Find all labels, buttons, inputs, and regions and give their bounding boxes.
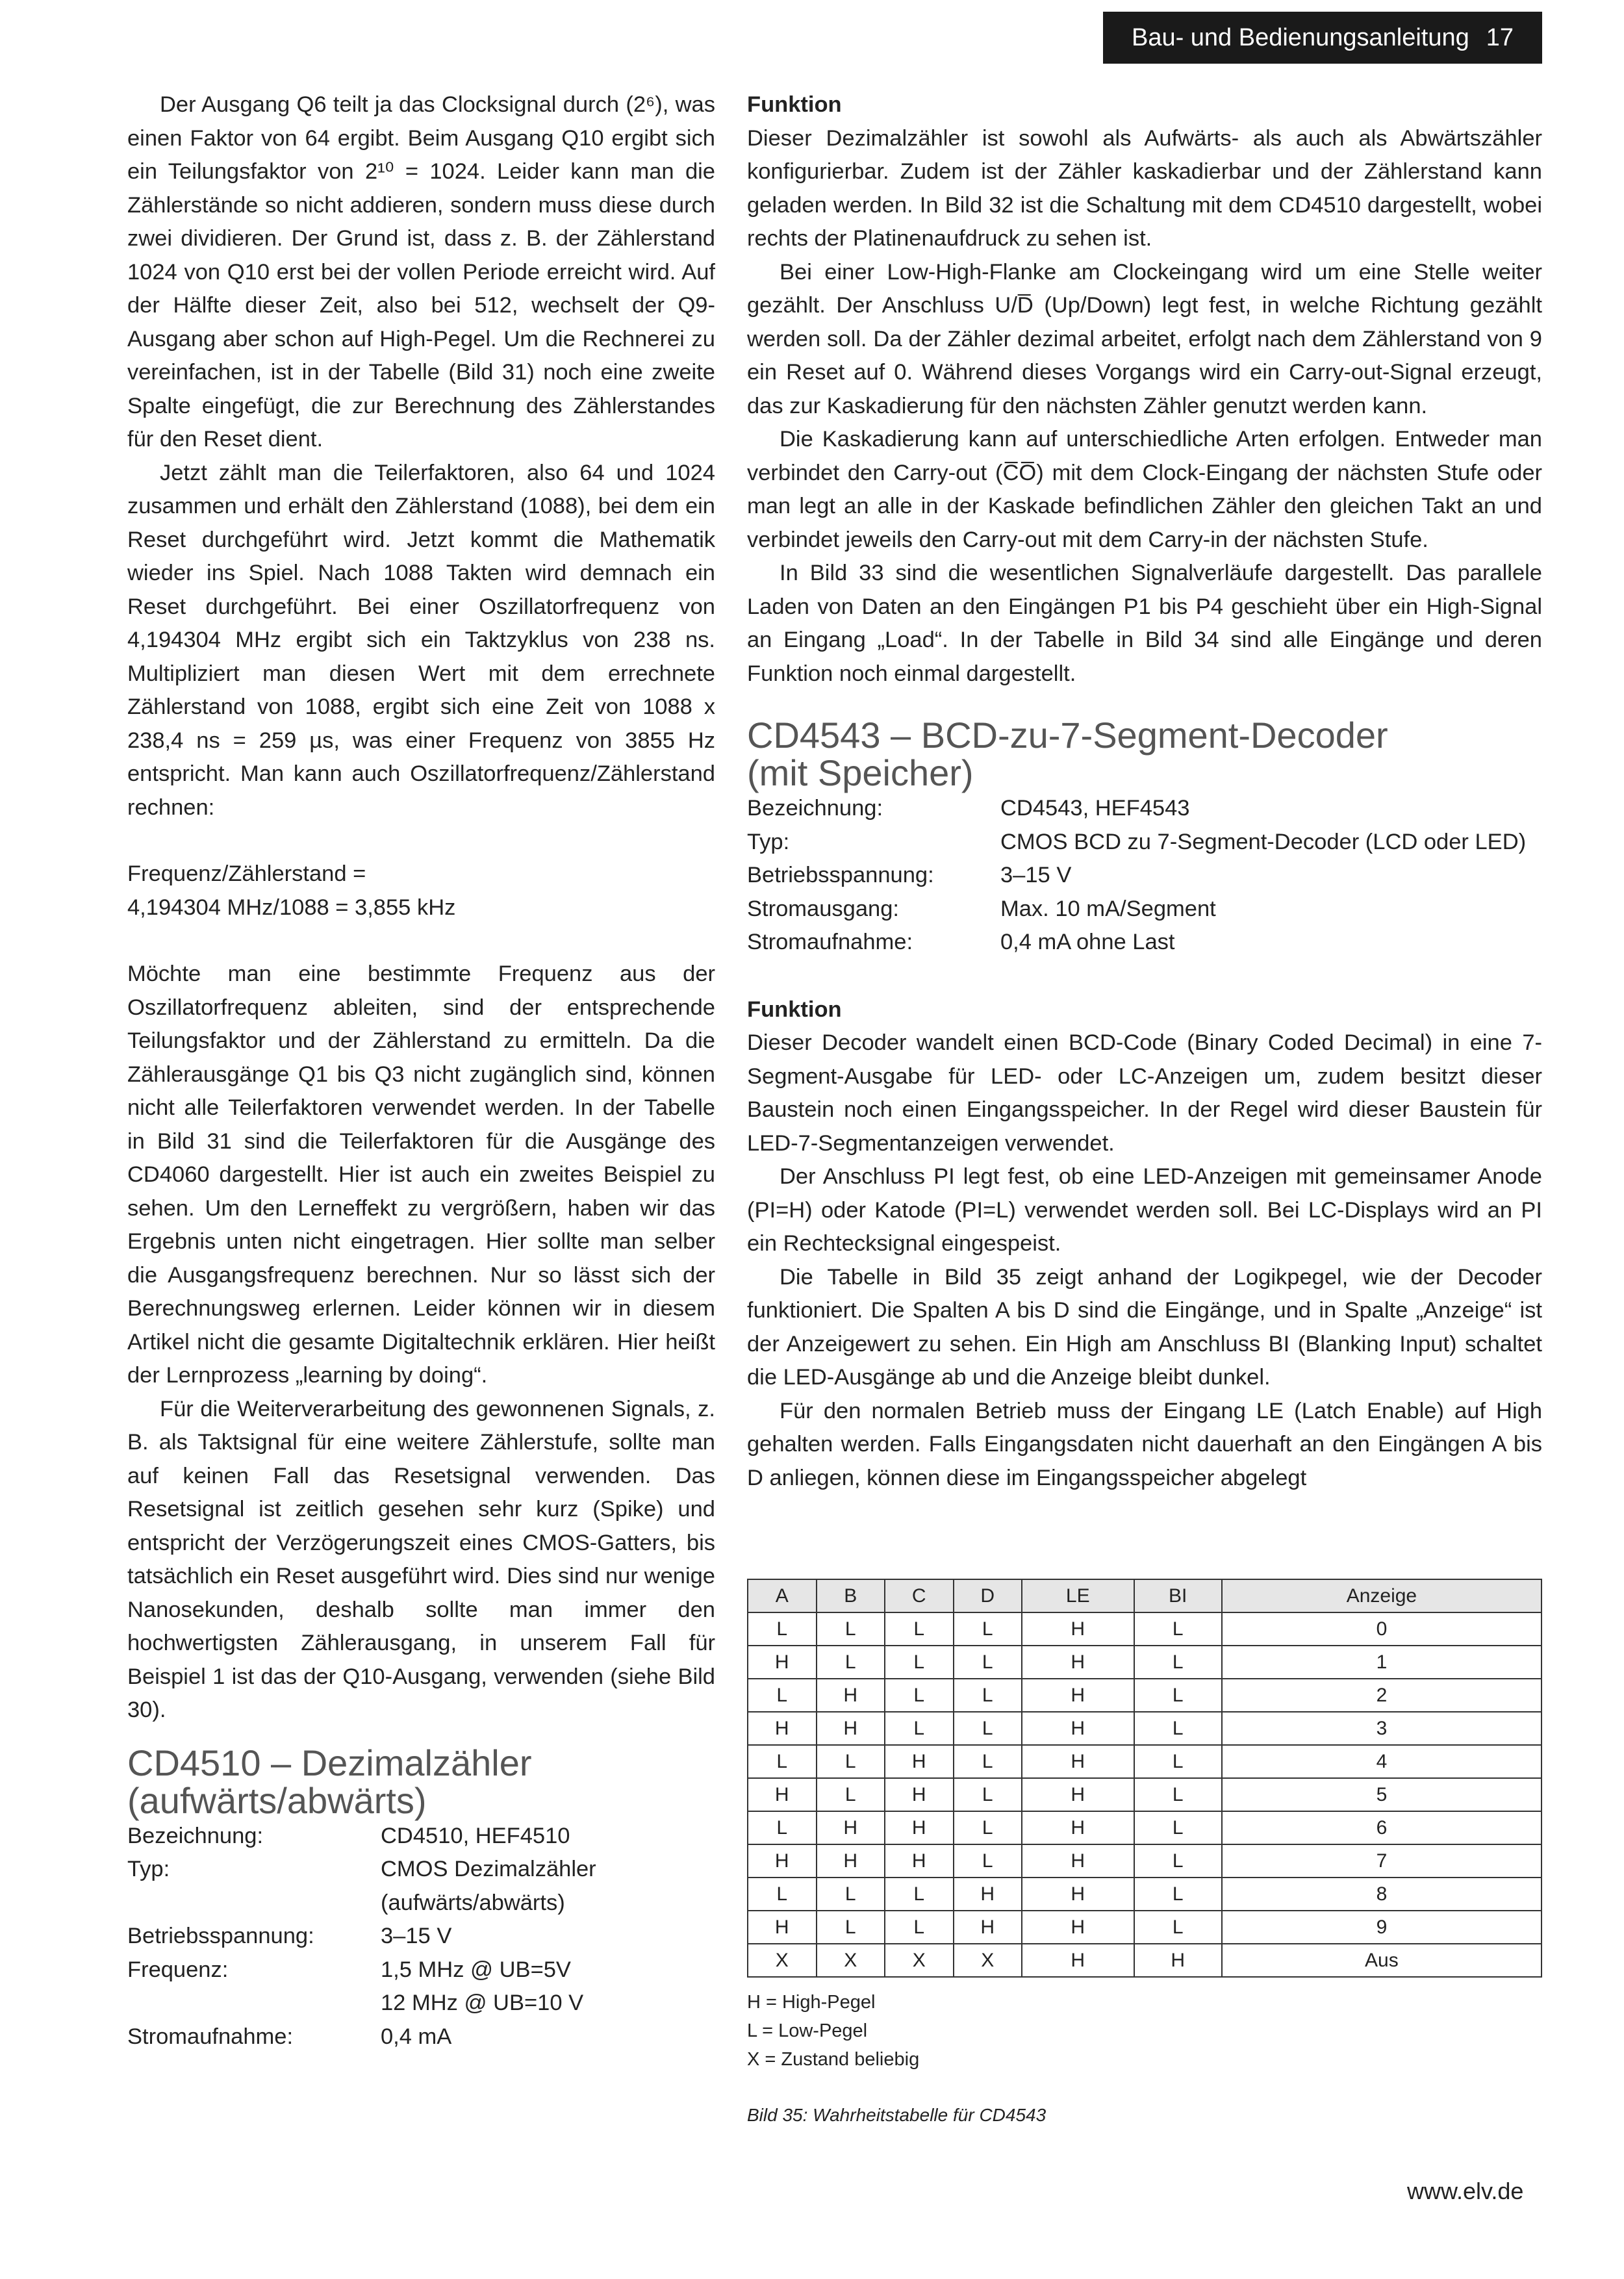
spec-key: Bezeichnung: [747, 796, 883, 821]
table-cell: H [1022, 1878, 1134, 1911]
spec-value: 3–15 V [381, 1924, 452, 1948]
table-cell: 2 [1222, 1679, 1542, 1712]
table-cell: X [817, 1944, 885, 1977]
table-cell: H [748, 1844, 817, 1878]
table-cell: L [885, 1679, 954, 1712]
paragraph: In Bild 33 sind die wesentlichen Signalverläufe dargestellt. Das parallele Laden von Daten an den Eingängen P1 bis P4 geschieht über ein High-Signal an Eingang „Load“. In der Tabelle in Bild 34 sind alle Eingänge und deren Funktion noch einmal dargestellt. [747, 561, 1542, 686]
table-row [748, 1944, 1542, 1977]
spec-row [127, 1954, 715, 2020]
table-cell: L [954, 1745, 1022, 1778]
table-cell: H [1022, 1646, 1134, 1679]
table-row [748, 1811, 1542, 1844]
column-header: B [817, 1579, 885, 1612]
table-cell: H [885, 1745, 954, 1778]
table-cell: 9 [1222, 1911, 1542, 1944]
table-cell: H [1022, 1679, 1134, 1712]
table-body [748, 1612, 1542, 1977]
table-cell: H [1022, 1811, 1134, 1844]
section-title: CD4510 – Dezimalzähler [127, 1742, 532, 1783]
table-cell: 8 [1222, 1878, 1542, 1911]
table-cell: H [1022, 1612, 1134, 1646]
spec-row [127, 1853, 715, 1920]
paragraph: Bei einer Low-High-Flanke am Clockeingang wird um eine Stelle weiter gezählt. Der Anschluss U/D̅ (Up/Down) legt fest, in welche Richtung gezählt werden soll. Da der Zähler dezimal arbeitet, erfolgt nach dem Zählerstand von 9 ein Reset auf 0. Während dieses Vorgangs wird ein Carry-out-Signal erzeugt, das zur Kaskadierung für den nächsten Zähler genutzt werden kann. [747, 259, 1542, 418]
table-cell: H [1022, 1745, 1134, 1778]
table-cell: L [748, 1745, 817, 1778]
table-cell: L [1134, 1745, 1222, 1778]
table-cell: H [817, 1811, 885, 1844]
column-header: BI [1134, 1579, 1222, 1612]
spec-row [747, 792, 1542, 826]
table-cell: L [1134, 1878, 1222, 1911]
truth-table [747, 1579, 1542, 1978]
column-header: Anzeige [1222, 1579, 1542, 1612]
table-cell: H [885, 1811, 954, 1844]
table-cell: H [817, 1712, 885, 1745]
section-title: CD4543 – BCD-zu-7-Segment-Decoder [747, 715, 1388, 756]
table-cell: L [1134, 1778, 1222, 1811]
spec-row [747, 926, 1542, 960]
table-row [748, 1679, 1542, 1712]
spec-row [127, 1920, 715, 1954]
table-cell: 5 [1222, 1778, 1542, 1811]
spec-value: 3–15 V [1000, 863, 1072, 887]
table-cell: L [817, 1911, 885, 1944]
table-cell: L [817, 1612, 885, 1646]
spec-row [747, 826, 1542, 859]
table-cell: L [1134, 1646, 1222, 1679]
formula-line: 4,194304 MHz/1088 = 3,855 kHz [127, 895, 456, 920]
table-cell: H [885, 1778, 954, 1811]
table-cell: L [1134, 1811, 1222, 1844]
table-cell: H [1022, 1712, 1134, 1745]
table-cell: L [1134, 1679, 1222, 1712]
paragraph: Für die Weiterverarbeitung des gewonnenen Signals, z. B. als Taktsignal für eine weitere Zählerstufe, sollte man auf keinen Fall das Resetsignal verwenden. Das Resetsignal ist zeitlich gesehen sehr kurz (Spike) und entspricht der Verzögerungszeit eines CMOS-Gatters, bis tatsächlich ein Reset ausgeführt wird. Dies sind nur wenige Nanosekunden, deshalb sollte man immer den hochwertigsten Zählerausgang, in unserem Fall für Beispiel 1 ist das der Q10-Ausgang, verwenden (siehe Bild 30). [127, 1396, 715, 1722]
spec-row [127, 1820, 715, 1853]
table-cell: H [817, 1679, 885, 1712]
table-cell: L [885, 1612, 954, 1646]
website-url: www.elv.de [1407, 2178, 1524, 2204]
table-cell: L [885, 1646, 954, 1679]
table-cell: Aus [1222, 1944, 1542, 1977]
table-cell: H [954, 1911, 1022, 1944]
table-cell: X [885, 1944, 954, 1977]
right-column [747, 88, 1542, 1495]
subheading: Funktion [747, 92, 842, 117]
table-cell: 1 [1222, 1646, 1542, 1679]
table-cell: 7 [1222, 1844, 1542, 1878]
column-header: LE [1022, 1579, 1134, 1612]
table-cell: H [885, 1844, 954, 1878]
paragraph: Die Tabelle in Bild 35 zeigt anhand der Logikpegel, wie der Decoder funktioniert. Die Spalten A bis D sind die Eingänge, und in Spalte „Anzeige“ ist der Anzeigewert zu sehen. Ein High am Anschluss BI (Blanking Input) schaltet die LED-Ausgänge ab und die Anzeige bleibt dunkel. [747, 1264, 1542, 1390]
table-cell: H [748, 1911, 817, 1944]
paragraph: Für den normalen Betrieb muss der Eingang LE (Latch Enable) auf High gehalten werden. Falls Eingangsdaten nicht dauerhaft an den Eingängen A bis D anliegen, können diese im Eingangsspeicher abgelegt [747, 1398, 1542, 1490]
spec-key: Stromaufnahme: [747, 930, 913, 954]
figure-caption: Bild 35: Wahrheitstabelle für CD4543 [747, 2105, 1047, 2125]
table-cell: L [748, 1878, 817, 1911]
table-cell: L [817, 1878, 885, 1911]
spec-key: Bezeichnung: [127, 1823, 264, 1848]
table-row [748, 1745, 1542, 1778]
spec-value [381, 1853, 715, 1920]
table-cell: L [885, 1712, 954, 1745]
table-cell: L [954, 1811, 1022, 1844]
column-header: C [885, 1579, 954, 1612]
table-cell: L [817, 1778, 885, 1811]
spec-key: Stromaufnahme: [127, 2024, 294, 2049]
spec-key: Stromausgang: [747, 896, 899, 921]
legend-item: L = Low-Pegel [747, 2020, 868, 2041]
table-cell: L [954, 1712, 1022, 1745]
table-cell: H [817, 1844, 885, 1878]
table-cell: L [1134, 1911, 1222, 1944]
table-cell: H [748, 1712, 817, 1745]
spec-row [747, 859, 1542, 893]
spec-key: Typ: [127, 1857, 170, 1881]
page-number: 17 [1486, 23, 1514, 51]
table-cell: H [1022, 1778, 1134, 1811]
header-title: Bau- und Bedienungsanleitung [1131, 23, 1469, 51]
header-bar [1103, 12, 1542, 64]
table-cell: X [748, 1944, 817, 1977]
section-subtitle: (mit Speicher) [747, 752, 974, 793]
table-row [748, 1911, 1542, 1944]
spec-key: Betriebsspannung: [127, 1924, 314, 1948]
spec-value: 0,4 mA ohne Last [1000, 930, 1175, 954]
table-cell: H [1022, 1944, 1134, 1977]
table-row [748, 1712, 1542, 1745]
paragraph: Der Ausgang Q6 teilt ja das Clocksignal durch (2⁶), was einen Faktor von 64 ergibt. Beim Ausgang Q10 ergibt sich ein Teilungsfaktor von 2¹⁰ = 1024. Leider kann man die Zählerstände so nicht addieren, sondern muss diese durch zwei dividieren. Der Grund ist, dass z. B. der Zählerstand 1024 von Q10 erst bei der vollen Periode erreicht wird. Auf der Hälfte dieser Zeit, also bei 512, wechselt der Q9-Ausgang aber schon auf High-Pegel. Um die Rechnerei zu vereinfachen, ist in der Tabelle (Bild 31) noch eine zweite Spalte eingefügt, die zur Berechnung des Zählerstandes für den Reset dient. [127, 92, 715, 452]
table-cell: 0 [1222, 1612, 1542, 1646]
table-cell: X [954, 1944, 1022, 1977]
spec-row [127, 2020, 715, 2054]
table-cell: H [1022, 1844, 1134, 1878]
table-cell: L [954, 1679, 1022, 1712]
spec-value-line: 12 MHz @ UB=10 V [381, 1991, 584, 2015]
table-cell: H [1022, 1911, 1134, 1944]
table-cell: H [748, 1778, 817, 1811]
spec-value-line: 1,5 MHz @ UB=5V [381, 1957, 571, 1982]
table-cell: L [954, 1646, 1022, 1679]
table-cell: L [817, 1745, 885, 1778]
spec-row [747, 893, 1542, 926]
spec-value [381, 1954, 715, 2020]
paragraph: Dieser Decoder wandelt einen BCD-Code (Binary Coded Decimal) in eine 7-Segment-Ausgabe für LED- oder LC-Anzeigen um, zudem besitzt dieser Baustein noch einen Eingangsspeicher. In der Regel wird dieser Baustein für LED-7-Segmentanzeigen verwendet. [747, 1030, 1542, 1156]
table-cell: H [954, 1878, 1022, 1911]
table-row [748, 1878, 1542, 1911]
legend-item: X = Zustand beliebig [747, 2049, 920, 2070]
spec-value: 0,4 mA [381, 2024, 452, 2049]
paragraph: Jetzt zählt man die Teilerfaktoren, also 64 und 1024 zusammen und erhält den Zählerstand (1088), bei dem ein Reset durchgeführt wird. Jetzt kommt die Mathematik wieder ins Spiel. Nach 1088 Takten wird demnach ein Reset durchgeführt. Bei einer Oszillatorfrequenz von 4,194304 MHz ergibt sich ein Taktzyklus von 238 ns. Multipliziert man diesen Wert mit dem errechnete Zählerstand von 1088, ergibt sich eine Zeit von 1088 x 238,4 ns = 259 µs, was einer Frequenz von 3855 Hz entspricht. Man kann auch Oszillatorfrequenz/Zählerstand rechnen: [127, 460, 715, 820]
paragraph: Dieser Dezimalzähler ist sowohl als Aufwärts- als auch als Abwärtszähler konfigurierbar. Zudem ist der Zähler kaskadierbar und der Zählerstand kann geladen werden. In Bild 32 ist die Schaltung mit dem CD4510 dargestellt, wobei rechts der Platinenaufdruck zu sehen ist. [747, 125, 1542, 251]
spec-value-line: (aufwärts/abwärts) [381, 1890, 565, 1915]
table-cell: L [748, 1679, 817, 1712]
table-row [748, 1646, 1542, 1679]
table-cell: 4 [1222, 1745, 1542, 1778]
spec-value: Max. 10 mA/Segment [1000, 896, 1216, 921]
table-cell: 3 [1222, 1712, 1542, 1745]
section-subtitle: (aufwärts/abwärts) [127, 1779, 427, 1821]
paragraph: Die Kaskadierung kann auf unterschiedliche Arten erfolgen. Entweder man verbindet den Carry-out (C̅O̅) mit dem Clock-Eingang der nächsten Stufe oder man legt an alle in der Kaskade befindlichen Zähler den gleichen Takt an und verbindet jeweils den Carry-out mit dem Carry-in der nächsten Stufe. [747, 427, 1542, 552]
subheading: Funktion [747, 997, 842, 1022]
table-cell: L [1134, 1712, 1222, 1745]
table-cell: L [748, 1612, 817, 1646]
spec-key: Betriebsspannung: [747, 863, 934, 887]
paragraph: Der Anschluss PI legt fest, ob eine LED-Anzeigen mit gemeinsamer Anode (PI=H) oder Katode (PI=L) verwendet werden soll. Bei LC-Displays wird an PI ein Rechtecksignal eingespeist. [747, 1164, 1542, 1256]
column-header: D [954, 1579, 1022, 1612]
table-row [748, 1778, 1542, 1811]
formula-line: Frequenz/Zählerstand = [127, 861, 366, 886]
column-header: A [748, 1579, 817, 1612]
legend [747, 1988, 919, 2074]
table-cell: 6 [1222, 1811, 1542, 1844]
table-row [748, 1844, 1542, 1878]
spec-value: CMOS BCD zu 7-Segment-Decoder (LCD oder LED) [1000, 829, 1527, 854]
table-cell: L [885, 1911, 954, 1944]
spec-key: Typ: [747, 829, 790, 854]
legend-item: H = High-Pegel [747, 1992, 876, 2013]
spec-value: CD4510, HEF4510 [381, 1823, 570, 1848]
table-cell: H [1134, 1944, 1222, 1977]
spec-value: CD4543, HEF4543 [1000, 796, 1190, 821]
table-cell: L [954, 1612, 1022, 1646]
spec-key: Frequenz: [127, 1957, 229, 1982]
table-cell: L [885, 1878, 954, 1911]
table-cell: L [954, 1844, 1022, 1878]
left-column [127, 88, 715, 2054]
table-cell: L [748, 1811, 817, 1844]
table-cell: L [1134, 1844, 1222, 1878]
table-cell: L [954, 1778, 1022, 1811]
table-cell: L [1134, 1612, 1222, 1646]
table-cell: H [748, 1646, 817, 1679]
paragraph: Möchte man eine bestimmte Frequenz aus der Oszillatorfrequenz ableiten, sind der entsprechende Teilungsfaktor und der Zählerstand zu ermitteln. Da die Zählerausgänge Q1 bis Q3 nicht zugänglich sind, können nicht alle Teilerfaktoren verwendet werden. In der Tabelle in Bild 31 sind die Teilerfaktoren für die Ausgänge des CD4060 dargestellt. Hier ist auch ein zweites Beispiel zu sehen. Um den Lerneffekt zu vergrößern, haben wir das Ergebnis unten nicht eingetragen. Hier sollte man selber die Ausgangsfrequenz berechnen. Nur so lässt sich der Berechnungsweg erlernen. Leider können wir in diesem Artikel nicht die gesamte Digitaltechnik erklären. Hier heißt der Lernprozess „learning by doing“. [127, 961, 715, 1388]
table-row [748, 1612, 1542, 1646]
table-cell: L [817, 1646, 885, 1679]
table-header-row [748, 1579, 1542, 1612]
spec-value-line: CMOS Dezimalzähler [381, 1857, 596, 1881]
